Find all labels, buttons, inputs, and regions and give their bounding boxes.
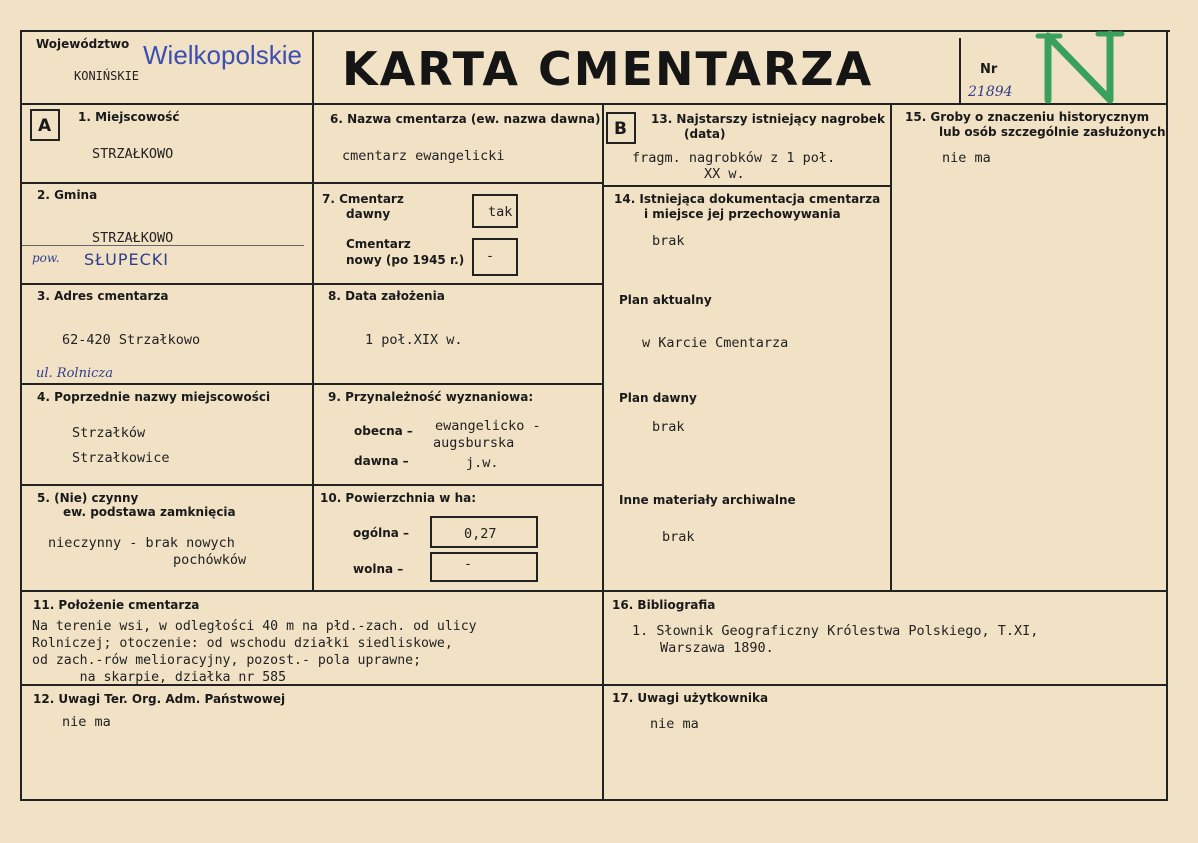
street-note: ul. Rolnicza: [36, 366, 113, 381]
col-divider-2: [602, 103, 604, 590]
frame-top: [20, 30, 1170, 32]
ogolna-label: ogólna –: [353, 526, 410, 540]
field-5-label-1: 5. (Nie) czynny: [37, 491, 139, 505]
field-1-label: 1. Miejscowość: [78, 110, 180, 124]
field-10-label: 10. Powierzchnia w ha:: [320, 491, 477, 505]
bottom-top: [20, 590, 1168, 592]
nowy-box: [472, 238, 518, 276]
a-row-2: [20, 283, 312, 285]
a-row-1: [20, 182, 312, 184]
a-row-4: [20, 484, 312, 486]
field-5-value-2: pochówków: [173, 552, 247, 568]
a-row-3: [20, 383, 312, 385]
wolna-label: wolna –: [353, 562, 404, 576]
field-12-value: nie ma: [62, 714, 111, 730]
wolna-box: [430, 552, 538, 582]
card-title: KARTA CMENTARZA: [342, 42, 874, 96]
ogolna-value: 0,27: [464, 526, 497, 542]
field-11-line-4: na skarpie, działka nr 585: [32, 670, 287, 685]
field-17-value: nie ma: [650, 716, 699, 732]
col-divider-1: [312, 30, 314, 590]
field-16-line-2: Warszawa 1890.: [660, 640, 774, 656]
dawny-box: [472, 194, 518, 228]
field-14-label-1: 14. Istniejąca dokumentacja cmentarza: [614, 192, 881, 206]
field-15-label-1: 15. Groby o znaczeniu historycznym: [905, 110, 1150, 124]
b-row-1: [602, 185, 890, 187]
nr-label: Nr: [980, 62, 998, 77]
inne-value: brak: [662, 529, 695, 545]
bottom-divider: [602, 590, 604, 800]
frame-bottom: [20, 799, 1168, 801]
field-2-value: STRZAŁKOWO: [92, 230, 174, 246]
wolna-value: -: [464, 556, 473, 572]
obecna-value-1: ewangelicko -: [435, 418, 541, 434]
field-11-label: 11. Położenie cmentarza: [33, 598, 200, 612]
field-17-label: 17. Uwagi użytkownika: [612, 691, 769, 705]
dawna-label: dawna –: [354, 454, 409, 468]
field-11-line-3: od zach.-rów melioracyjny, pozost.- pola uprawne;: [32, 653, 422, 668]
field-13-label-1: 13. Najstarszy istniejący nagrobek: [651, 112, 885, 126]
nr-letter-mark: [1030, 26, 1130, 106]
field-7-label-2: dawny: [346, 207, 391, 221]
field-11-line-2: Rolniczej; otoczenie: od wschodu działki siedliskowe,: [32, 636, 453, 651]
nowy-value: -: [486, 248, 495, 264]
field-13-label-2: (data): [684, 127, 726, 141]
field-4-value-2: Strzałkowice: [72, 450, 170, 466]
dawny-value: tak: [488, 204, 513, 220]
field-11-line-1: Na terenie wsi, w odległości 40 m na płd.-zach. od ulicy: [32, 619, 477, 634]
field-15-value: nie ma: [942, 150, 991, 166]
wojewodztwo-old: KONIŃSKIE: [74, 69, 140, 83]
m-row-2: [312, 283, 602, 285]
field-6-label: 6. Nazwa cmentarza (ew. nazwa dawna): [330, 112, 601, 126]
section-b-letter: B: [614, 119, 627, 139]
plan-dawny-value: brak: [652, 419, 685, 435]
field-16-label: 16. Bibliografia: [612, 598, 716, 612]
ogolna-box: [430, 516, 538, 548]
field-13-value-2: XX w.: [704, 166, 745, 182]
field-15-label-2: lub osób szczególnie zasłużonych: [939, 125, 1166, 139]
field-3-label: 3. Adres cmentarza: [37, 289, 169, 303]
obecna-value-2: augsburska: [433, 435, 515, 451]
powiat-prefix: pow.: [32, 251, 60, 265]
field-5-value-1: nieczynny - brak nowych: [48, 535, 235, 551]
dawna-value: j.w.: [466, 455, 499, 471]
field-7-label-1: 7. Cmentarz: [322, 192, 404, 206]
field-14-label-2: i miejsce jej przechowywania: [644, 207, 841, 221]
header-bottom: [20, 103, 1168, 105]
field-5-label-2: ew. podstawa zamknięcia: [63, 505, 236, 519]
inne-label: Inne materiały archiwalne: [619, 493, 796, 507]
field-2-label: 2. Gmina: [37, 188, 98, 202]
field-6-value: cmentarz ewangelicki: [342, 148, 505, 164]
field-7-label-3: Cmentarz: [346, 237, 411, 251]
plan-aktualny-value: w Karcie Cmentarza: [642, 335, 789, 351]
field-8-label: 8. Data założenia: [328, 289, 445, 303]
obecna-label: obecna –: [354, 424, 413, 438]
field-1-value: STRZAŁKOWO: [92, 146, 174, 162]
field-4-value-1: Strzałków: [72, 425, 146, 441]
field-4-label: 4. Poprzednie nazwy miejscowości: [37, 390, 271, 404]
field-13-value-1: fragm. nagrobków z 1 poł.: [632, 150, 836, 166]
nr-divider: [959, 38, 961, 104]
powiat-value: SŁUPECKI: [84, 250, 169, 269]
field-16-line-1: 1. Słownik Geograficzny Królestwa Polskiego, T.XI,: [632, 623, 1039, 639]
m-row-1: [312, 182, 602, 184]
wojewodztwo-label: Województwo: [36, 37, 130, 51]
nr-value: 21894: [968, 84, 1013, 100]
plan-aktualny-label: Plan aktualny: [619, 293, 712, 307]
field-8-value: 1 poł.XIX w.: [365, 332, 463, 348]
section-a-box: [30, 109, 60, 141]
field-14-value: brak: [652, 233, 685, 249]
col-divider-3: [890, 103, 892, 590]
m-row-4: [312, 484, 602, 486]
field-3-value: 62-420 Strzałkowo: [62, 332, 201, 348]
field-7-label-4: nowy (po 1945 r.): [346, 253, 465, 267]
field-9-label: 9. Przynależność wyznaniowa:: [328, 390, 534, 404]
section-b-box: [606, 112, 636, 144]
section-a-letter: A: [38, 116, 52, 136]
m-row-3: [312, 383, 602, 385]
field-12-label: 12. Uwagi Ter. Org. Adm. Państwowej: [33, 692, 286, 706]
plan-dawny-label: Plan dawny: [619, 391, 697, 405]
wojewodztwo-stamp: Wielkopolskie: [143, 40, 302, 70]
